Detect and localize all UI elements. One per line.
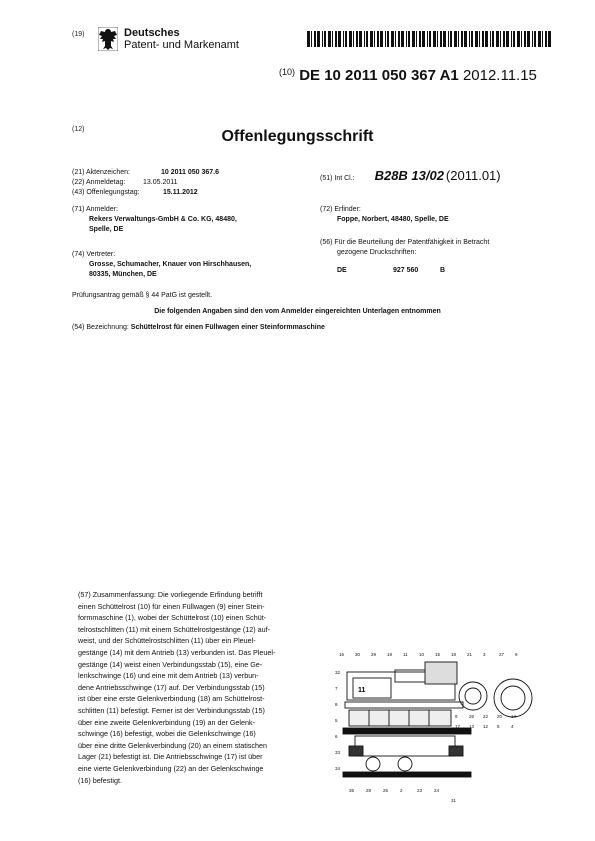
publication-date: 2012.11.15 <box>462 67 537 84</box>
barcode-bar <box>443 31 446 47</box>
reference-numeral: 31 <box>451 798 457 803</box>
barcode-bar <box>322 31 323 47</box>
citation-number: 927 560 <box>393 267 419 274</box>
barcode-bar <box>513 31 515 47</box>
abstract-line: formmaschine (1), wobei der Schüttelrost (10) einen Schüt- <box>78 613 267 623</box>
barcode-bar <box>458 31 459 47</box>
barcode-bar <box>356 31 358 47</box>
barcode-bar <box>395 31 396 47</box>
barcode-bar <box>485 31 488 47</box>
reference-numeral: 30 <box>355 652 361 657</box>
inventor: Foppe, Norbert, 48480, Spelle, DE <box>337 216 449 223</box>
office-name-line2: Patent- und Markenamt <box>124 39 239 51</box>
publication-date-label: (43) Offenlegungstag: <box>72 189 140 196</box>
barcode-bar <box>324 31 326 47</box>
barcode-bar <box>440 31 442 47</box>
ipc-version: (2011.01) <box>445 168 501 183</box>
barcode-bar <box>374 31 375 47</box>
barcode-bar <box>471 31 473 47</box>
representative-line2: 80335, München, DE <box>89 271 157 278</box>
abstract-line: Lager (21) befestigt ist. Die Antriebsschwinge (17) ist über <box>78 752 263 762</box>
barcode-bar <box>542 31 543 47</box>
reference-numeral: 17 <box>455 724 461 729</box>
barcode-bar <box>385 31 386 47</box>
abstract-line: über eine dritte Gelenkverbindung (20) an einem statischen <box>78 740 267 750</box>
barcode-bar <box>412 31 415 47</box>
filing-date-label: (22) Anmeldetag: <box>72 179 126 186</box>
barcode-bar <box>364 31 365 47</box>
abstract-line: schwinge (16) befestigt, wobei die Gelenkschwinge (16) <box>78 729 256 739</box>
reference-numeral: 28 <box>366 788 372 793</box>
abstract-line: einen Schüttelrost (10) für einen Füllwagen (9) einer Stein- <box>78 601 265 611</box>
barcode-bar <box>454 31 457 47</box>
barcode-bar <box>370 31 373 47</box>
barcode-bar <box>335 31 337 47</box>
machine-table <box>355 736 455 756</box>
abstract-line: telrostschlitten (11) mit einem Schüttelrostgestänge (12) auf- <box>78 624 271 634</box>
barcode-bar <box>548 31 551 47</box>
barcode-bar <box>343 31 344 47</box>
barcode-bar <box>314 31 316 47</box>
inid-code-12: (12) <box>72 126 85 133</box>
reference-numeral: 34 <box>335 766 341 771</box>
barcode-bar <box>532 31 533 47</box>
barcode-bar <box>521 31 522 47</box>
reference-numeral: 9 <box>515 652 518 657</box>
barcode-bar <box>527 31 530 47</box>
representative-line1: Grosse, Schumacher, Knauer von Hirschhausen, <box>89 261 252 268</box>
abstract <box>78 589 310 786</box>
reference-numeral: 20 <box>497 714 503 719</box>
inventor-label: (72) Erfinder: <box>320 206 361 213</box>
barcode-bar <box>359 31 362 47</box>
barcode-bar <box>422 31 425 47</box>
barcode-bar <box>419 31 421 47</box>
inid-code-10: (10) <box>279 67 296 77</box>
barcode-bar <box>503 31 505 47</box>
reference-numeral: 25 <box>383 788 389 793</box>
patent-drawing <box>335 650 535 810</box>
reference-numeral: 18 <box>451 652 457 657</box>
reference-numeral: 35 <box>349 788 355 793</box>
citation-country: DE <box>337 267 347 274</box>
barcode-bar <box>317 31 320 47</box>
publication-number-line <box>279 67 537 84</box>
barcode-bar <box>433 31 436 47</box>
citations-label-cont: gezogene Druckschriften: <box>337 249 417 256</box>
abstract-line: gestänge (14) weist einen Verbindungsstab (15), eine Ge- <box>78 659 263 669</box>
barcode-bar <box>401 31 404 47</box>
reference-numeral: 6 <box>335 734 338 739</box>
barcode-bar <box>538 31 541 47</box>
reference-numeral: 14 <box>511 714 517 719</box>
abstract-line: gestänge (14) mit dem Antrieb (13) verbunden ist. Das Pleuel- <box>78 647 276 657</box>
applicant-notice: Die folgenden Angaben sind den vom Anmelder eingereichten Unterlagen entnommen <box>154 308 441 315</box>
publication-number: DE 10 2011 050 367 A1 <box>299 67 459 84</box>
drive-wheel-inner <box>501 686 525 710</box>
barcode-bar <box>479 31 480 47</box>
reference-numeral: 19 <box>387 652 393 657</box>
ipc-class: B28B 13/02 <box>374 168 444 183</box>
app-number: 10 2011 050 367.6 <box>161 169 220 176</box>
grate-rail <box>345 702 463 708</box>
barcode-bar <box>496 31 499 47</box>
barcode <box>307 31 553 47</box>
barcode-bar <box>448 31 449 47</box>
reference-numeral: 26 <box>469 714 475 719</box>
drive-housing <box>425 662 457 684</box>
barcode-bar <box>490 31 491 47</box>
barcode-bar <box>517 31 520 47</box>
reference-numeral: 33 <box>335 750 341 755</box>
barcode-bar <box>353 31 354 47</box>
publication-date-value: 15.11.2012 <box>163 189 198 196</box>
reference-numeral: 4 <box>511 724 514 729</box>
barcode-bar <box>380 31 383 47</box>
reference-numeral: 32 <box>335 670 341 675</box>
barcode-bar <box>534 31 536 47</box>
barcode-bar <box>366 31 368 47</box>
barcode-bar <box>328 31 331 47</box>
base-plate <box>343 728 471 734</box>
barcode-bar <box>545 31 547 47</box>
barcode-bar <box>406 31 407 47</box>
barcode-bar <box>349 31 352 47</box>
abstract-line: weist, und der Schüttelrostschlitten (11) über ein Pleuel- <box>78 636 256 646</box>
reference-numeral: 23 <box>417 788 423 793</box>
representative-label: (74) Vertreter: <box>72 251 116 258</box>
reference-numeral: 11 <box>403 652 408 657</box>
barcode-bar <box>387 31 389 47</box>
reference-numeral: 5 <box>497 724 500 729</box>
barcode-bar <box>461 31 463 47</box>
filing-date: 13.05.2011 <box>143 179 178 186</box>
box-label: 11 <box>358 687 366 694</box>
barcode-bar <box>475 31 478 47</box>
abstract-line: über eine zweite Gelenkverbindung (19) an der Gelenk- <box>78 717 255 727</box>
reference-numeral: 22 <box>483 714 489 719</box>
barcode-bar <box>429 31 431 47</box>
ipc-label: (51) Int Cl.: <box>320 175 355 182</box>
barcode-bar <box>450 31 452 47</box>
citation-kind: B <box>440 267 446 274</box>
app-number-label: (21) Aktenzeichen: <box>72 169 130 176</box>
barcode-bar <box>524 31 526 47</box>
barcode-bar <box>408 31 410 47</box>
title-label: (54) Bezeichnung: <box>72 324 129 331</box>
federal-eagle-icon <box>98 27 118 51</box>
applicant-label: (71) Anmelder: <box>72 206 118 213</box>
examination-request: Prüfungsantrag gemäß § 44 PatG ist gestellt. <box>72 292 213 299</box>
applicant-line1: Rekers Verwaltungs-GmbH & Co. KG, 48480, <box>89 216 237 223</box>
barcode-bar <box>506 31 509 47</box>
abstract-line: lenkschwinge (16) und eine mit dem Antrieb (13) verbun- <box>78 671 259 681</box>
reference-numeral: 8 <box>455 714 458 719</box>
reference-numeral: 13 <box>469 724 475 729</box>
barcode-bar <box>332 31 333 47</box>
inid-code-19: (19) <box>72 31 85 38</box>
reference-numeral: 7 <box>335 686 338 691</box>
barcode-bar <box>391 31 394 47</box>
document-type: Offenlegungsschrift <box>221 128 374 145</box>
abstract-line: ist über eine erste Gelenkverbindung (18) am Schüttelrost- <box>78 694 265 704</box>
reference-numeral: 29 <box>371 652 377 657</box>
reference-numeral: 27 <box>499 652 505 657</box>
barcode-bar <box>437 31 438 47</box>
reference-numeral: 24 <box>434 788 440 793</box>
abstract-line: (16) befestigt. <box>78 775 122 785</box>
reference-numeral: 2 <box>400 788 403 793</box>
reference-numeral: 15 <box>435 652 441 657</box>
citations-label: (56) Für die Beurteilung der Patentfähigkeit in Betracht <box>320 239 490 246</box>
barcode-bar <box>464 31 467 47</box>
applicant-line2: Spelle, DE <box>89 226 124 233</box>
barcode-bar <box>511 31 512 47</box>
reference-numeral: 12 <box>483 724 489 729</box>
reference-numeral: 5 <box>335 718 338 723</box>
reference-numeral: 10 <box>419 652 425 657</box>
abstract-line: schlitten (11) befestigt. Ferner ist der Verbindungsstab (15) <box>78 705 265 715</box>
barcode-bar <box>307 31 310 47</box>
office-name-line1: Deutsches <box>124 27 180 39</box>
abstract-line: dene Antriebsschwinge (17) auf. Der Verbindungsstab (15) <box>78 682 265 692</box>
barcode-bar <box>500 31 501 47</box>
gear-hub <box>465 688 481 704</box>
invention-title: Schüttelrost für einen Füllwagen einer Steinformmaschine <box>130 324 325 331</box>
floor-beam <box>343 772 471 777</box>
title-line <box>72 323 325 332</box>
reference-numeral: 21 <box>467 652 473 657</box>
barcode-bar <box>416 31 417 47</box>
abstract-line: eine vierte Gelenkverbindung (22) an der Gelenkschwinge <box>78 763 264 773</box>
reference-numeral: 3 <box>483 652 486 657</box>
barcode-bar <box>482 31 484 47</box>
abstract-line: (57) Zusammenfassung: Die vorliegende Erfindung betrifft <box>78 590 263 599</box>
mould-blocks <box>349 710 451 726</box>
barcode-bar <box>398 31 400 47</box>
barcode-bar <box>492 31 494 47</box>
barcode-bar <box>469 31 470 47</box>
barcode-bar <box>311 31 312 47</box>
ipc-block <box>320 168 501 183</box>
drive-wheel <box>494 679 532 717</box>
reference-numeral: 16 <box>339 652 345 657</box>
reference-numeral: 8 <box>335 702 338 707</box>
barcode-bar <box>377 31 379 47</box>
barcode-bar <box>345 31 347 47</box>
barcode-bar <box>427 31 428 47</box>
barcode-bar <box>338 31 341 47</box>
